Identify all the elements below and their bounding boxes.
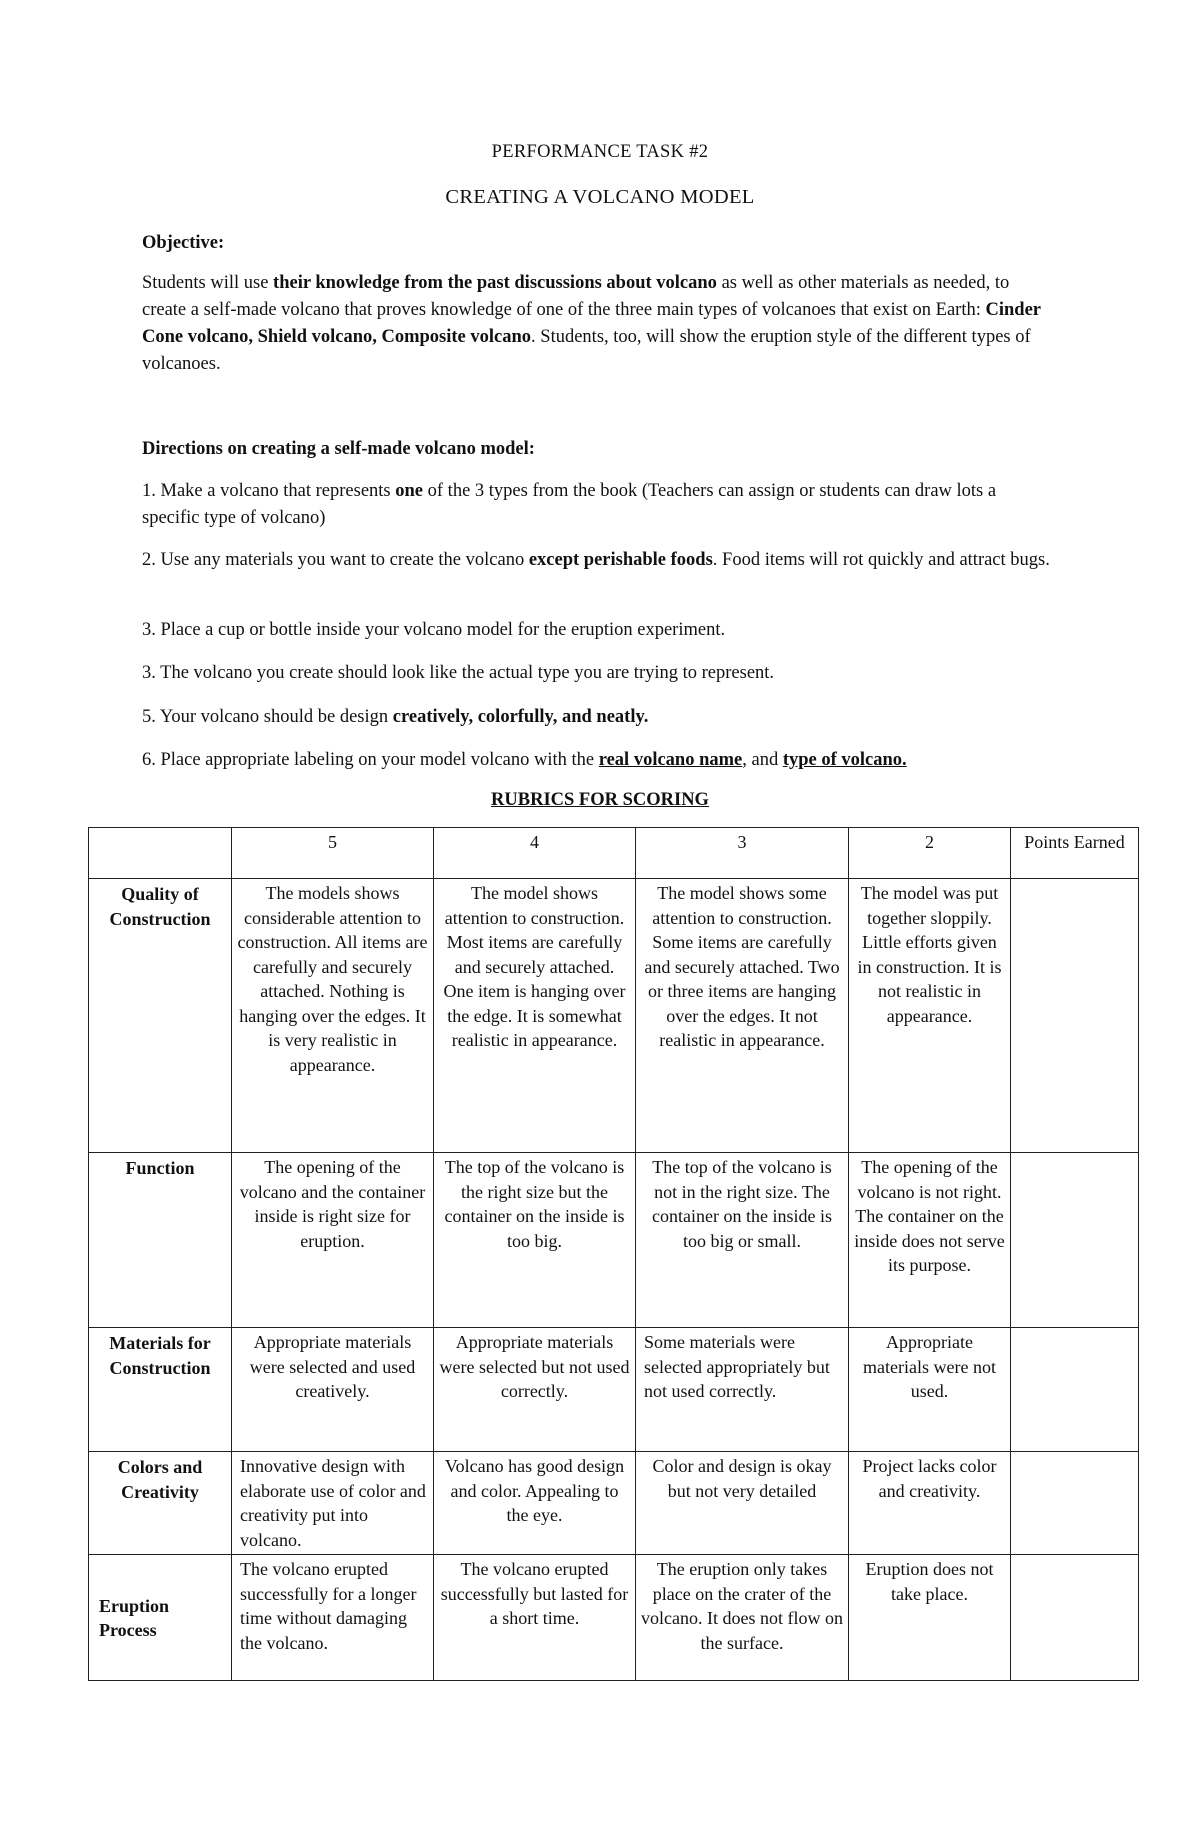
task-title: PERFORMANCE TASK #2 <box>491 142 709 162</box>
score-2-cell: Appropriate materials were not used. <box>849 1328 1011 1452</box>
header-cell-3: 3 <box>636 828 849 879</box>
score-3-cell: Some materials were selected appropriately but not used correctly. <box>636 1328 849 1452</box>
score-2-cell: The opening of the volcano is not right. The container on the inside does not serve its purpose. <box>849 1153 1011 1328</box>
score-5-cell: Innovative design with elaborate use of color and creativity put into volcano. <box>232 1452 434 1555</box>
direction-item-4: 3. The volcano you create should look like the actual type you are trying to represent. <box>142 663 775 683</box>
direction-item-5: 5. Your volcano should be design creatively, colorfully, and neatly. <box>142 707 649 727</box>
score-4-cell: Appropriate materials were selected but not used correctly. <box>434 1328 636 1452</box>
table-row <box>89 1452 1139 1555</box>
score-4-cell: The volcano erupted successfully but lasted for a short time. <box>434 1555 636 1681</box>
score-3-cell: The eruption only takes place on the crater of the volcano. It does not flow on the surface. <box>636 1555 849 1681</box>
criterion-colors: Colors and Creativity <box>89 1452 232 1555</box>
points-earned-cell[interactable] <box>1011 1328 1139 1452</box>
criterion-materials: Materials for Construction <box>89 1328 232 1452</box>
main-title: CREATING A VOLCANO MODEL <box>445 186 755 208</box>
rubric-table <box>88 827 1139 1681</box>
score-3-cell: Color and design is okay but not very detailed <box>636 1452 849 1555</box>
table-row <box>89 879 1139 1153</box>
score-5-cell: The volcano erupted successfully for a longer time without damaging the volcano. <box>232 1555 434 1681</box>
points-earned-cell[interactable] <box>1011 1452 1139 1555</box>
header-cell-empty <box>89 828 232 879</box>
objective-heading: Objective: <box>142 233 225 253</box>
score-3-cell: The model shows some attention to construction. Some items are carefully and securely attached. Two or three items are hanging over the edges. It not realistic in appearance. <box>636 879 849 1153</box>
score-4-cell: The top of the volcano is the right size but the container on the inside is too big. <box>434 1153 636 1328</box>
header-cell-4: 4 <box>434 828 636 879</box>
points-earned-cell[interactable] <box>1011 879 1139 1153</box>
score-5-cell: The models shows considerable attention to construction. All items are carefully and securely attached. Nothing is hanging over the edges. It is very realistic in appearance. <box>232 879 434 1153</box>
criterion-eruption: Eruption Process <box>89 1555 232 1681</box>
criterion-quality: Quality of Construction <box>89 879 232 1153</box>
score-2-cell: Eruption does not take place. <box>849 1555 1011 1681</box>
direction-item-1: 1. Make a volcano that represents one of the 3 types from the book (Teachers can assign or students can draw lots a specific type of volcano) <box>142 481 997 528</box>
rubric-title: RUBRICS FOR SCORING <box>491 790 709 810</box>
directions-heading: Directions on creating a self-made volcano model: <box>142 439 535 459</box>
direction-item-3: 3. Place a cup or bottle inside your volcano model for the eruption experiment. <box>142 620 726 640</box>
score-2-cell: Project lacks color and creativity. <box>849 1452 1011 1555</box>
direction-item-2: 2. Use any materials you want to create the volcano except perishable foods. Food items will rot quickly and attract bugs. <box>142 550 1050 570</box>
header-cell-2: 2 <box>849 828 1011 879</box>
objective-paragraph: Students will use their knowledge from the past discussions about volcano as well as other materials as needed, to create a self-made volcano that proves knowledge of one of the three main types of volcanoes that exist on Earth: Cinder Cone volcano, Shield volcano, Composite volcano. Students, too, will show the eruption style of the different types of volcanoes. <box>142 273 1041 374</box>
direction-item-6: 6. Place appropriate labeling on your model volcano with the real volcano name, and type of volcano. <box>142 750 907 770</box>
score-4-cell: The model shows attention to construction. Most items are carefully and securely attached. One item is hanging over the edge. It is somewhat realistic in appearance. <box>434 879 636 1153</box>
score-2-cell: The model was put together sloppily. Little efforts given in construction. It is not realistic in appearance. <box>849 879 1011 1153</box>
rubric-header-row <box>89 828 1139 879</box>
score-5-cell: The opening of the volcano and the container inside is right size for eruption. <box>232 1153 434 1328</box>
score-5-cell: Appropriate materials were selected and used creatively. <box>232 1328 434 1452</box>
header-cell-5: 5 <box>232 828 434 879</box>
points-earned-cell[interactable] <box>1011 1153 1139 1328</box>
table-row <box>89 1555 1139 1681</box>
header-cell-points: Points Earned <box>1011 828 1139 879</box>
table-row <box>89 1328 1139 1452</box>
criterion-function: Function <box>89 1153 232 1328</box>
table-row <box>89 1153 1139 1328</box>
points-earned-cell[interactable] <box>1011 1555 1139 1681</box>
score-4-cell: Volcano has good design and color. Appealing to the eye. <box>434 1452 636 1555</box>
score-3-cell: The top of the volcano is not in the right size. The container on the inside is too big or small. <box>636 1153 849 1328</box>
